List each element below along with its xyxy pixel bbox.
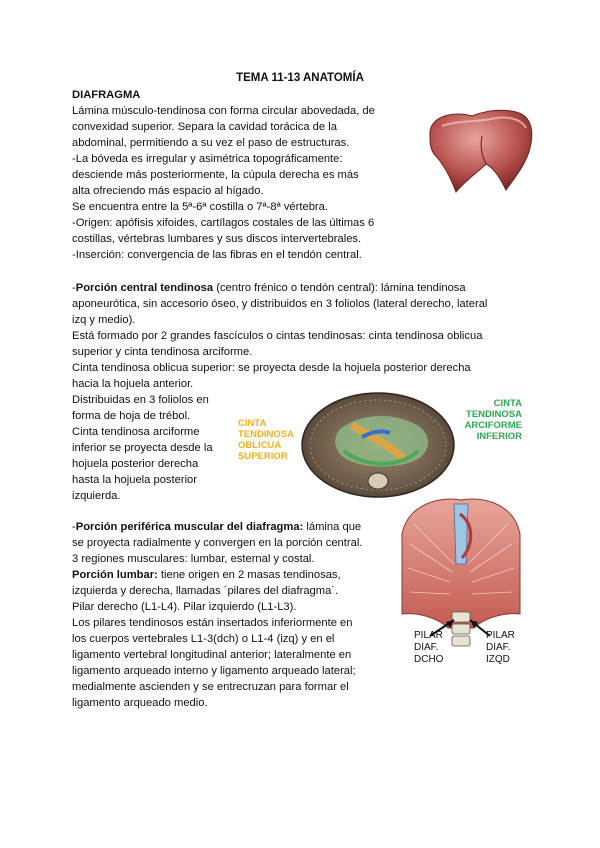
label-line: TENDINOSA — [238, 429, 294, 440]
label-line: ARCIFORME — [464, 420, 522, 431]
label-line: INFERIOR — [476, 431, 522, 442]
text-line: forma de hoja de trébol. — [72, 410, 191, 422]
text-line: costillas, vértebras lumbares y sus discos intervertebrales. — [72, 233, 362, 245]
left-pillar-label — [486, 630, 515, 666]
text-line: los cuerpos vertebrales L1-3(dch) o L1-4 (izq) y en el — [72, 633, 335, 645]
text-line: ligamento arqueado medio. — [72, 697, 208, 709]
text-line: izq y medio). — [72, 314, 136, 326]
text-line: 3 regiones musculares: lumbar, esternal y costal. — [72, 553, 315, 565]
label-line: IZQD — [486, 654, 510, 665]
text-line: convexidad superior. Separa la cavidad torácica de la — [72, 121, 337, 133]
text-line: -Porción central tendinosa (centro frénico o tendón central): lámina tendinosa — [72, 282, 466, 294]
text-line: hacia la hojuela anterior. — [72, 378, 194, 390]
diaphragm-dome-illustration — [420, 106, 538, 196]
text-line: Cinta tendinosa arciforme — [72, 426, 200, 438]
text-line: ligamento vertebral longitudinal anterior; lateralmente en — [72, 649, 352, 661]
text-line: medialmente ascienden y se entrecruzan para formar el — [72, 681, 349, 693]
text-line: -Inserción: convergencia de las fibras en el tendón central. — [72, 249, 362, 261]
text-line: aponeurótica, sin accesorio óseo, y distribuidos en 3 foliolos (lateral derecho, lateral — [72, 298, 488, 310]
text-line: Los pilares tendinosos están insertados inferiormente en — [72, 617, 353, 629]
text-line: Lámina músculo-tendinosa con forma circular abovedada, de — [72, 105, 375, 117]
arciform-band-label — [462, 398, 522, 442]
text-line: se proyecta radialmente y convergen en la porción central. — [72, 537, 363, 549]
label-line: CINTA — [493, 398, 522, 409]
label-line: SUPERIOR — [238, 451, 288, 462]
right-pillar-label — [414, 630, 443, 666]
text-line: Distribuidas en 3 foliolos en — [72, 394, 209, 406]
section-heading: DIAFRAGMA — [72, 89, 141, 101]
label-line: DIAF. — [486, 642, 511, 653]
text-line: Porción lumbar: tiene origen en 2 masas tendinosas, — [72, 569, 341, 581]
text-line: inferior se proyecta desde la — [72, 442, 213, 454]
text-line: -Porción periférica muscular del diafragma: lámina que — [72, 521, 362, 533]
page-title: TEMA 11-13 ANATOMÍA — [236, 72, 364, 84]
text-line: alta ofreciendo más espacio al hígado. — [72, 185, 264, 197]
text-line: Cinta tendinosa oblicua superior: se proyecta desde la hojuela posterior derecha — [72, 362, 471, 374]
oblique-band-label — [238, 418, 294, 462]
text-line: hasta la hojuela posterior — [72, 474, 198, 486]
label-line: CINTA — [238, 418, 267, 429]
label-line: PILAR — [414, 630, 443, 641]
text-line: desciende más posteriormente, la cúpula derecha es más — [72, 169, 359, 181]
text-line: ligamento arqueado interno y ligamento arqueado lateral; — [72, 665, 356, 677]
text-line: izquierda y derecha, llamadas ´pilares del diafragma´. — [72, 585, 339, 597]
text-line: -Origen: apófisis xifoides, cartílagos costales de las últimas 6 — [72, 217, 375, 229]
label-line: DIAF. — [414, 642, 439, 653]
label-line: PILAR — [486, 630, 515, 641]
diaphragm-cross-section-illustration — [300, 389, 456, 500]
text-line: Está formado por 2 grandes fascículos o cintas tendinosas: cinta tendinosa oblicua — [72, 330, 483, 342]
text-line: Pilar derecho (L1-L4). Pilar izquierdo (L1-L3). — [72, 601, 297, 613]
text-line: izquierda. — [72, 490, 121, 502]
text-line: Se encuentra entre la 5ª-6ª costilla o 7ª-8ª vértebra. — [72, 201, 328, 213]
label-line: TENDINOSA — [466, 409, 522, 420]
text-line: hojuela posterior derecha — [72, 458, 199, 470]
text-line: -La bóveda es irregular y asimétrica topográficamente: — [72, 153, 343, 165]
label-line: OBLICUA — [238, 440, 282, 451]
text-line: abdominal, permitiendo a su vez el paso de estructuras. — [72, 137, 350, 149]
label-line: DCHO — [414, 654, 444, 665]
text-line: superior y cinta tendinosa arciforme. — [72, 346, 253, 358]
